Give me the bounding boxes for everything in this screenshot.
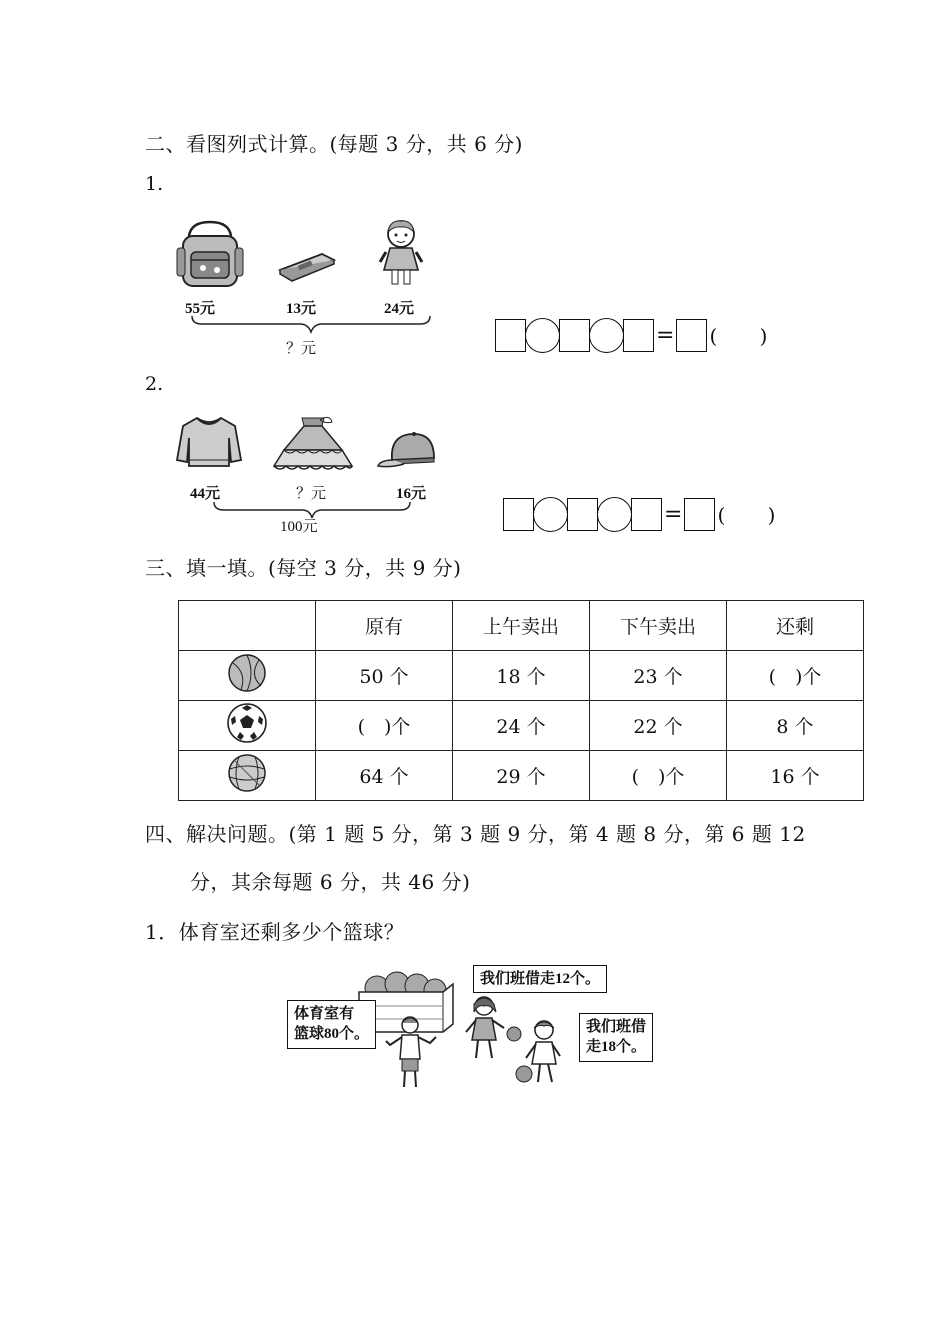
equals-sign: =	[664, 501, 683, 527]
backpack-icon	[175, 218, 245, 290]
table-cell: 64 个	[316, 751, 453, 801]
table-cell: 22 个	[590, 701, 727, 751]
table-cell: 50 个	[316, 651, 453, 701]
table-header-cell: 上午卖出	[453, 601, 590, 651]
table-row	[179, 751, 864, 801]
paren-open: (	[709, 323, 718, 348]
result-box[interactable]	[676, 319, 707, 352]
equation-2	[503, 497, 775, 532]
table-row	[179, 701, 864, 751]
operator-circle[interactable]	[589, 318, 624, 353]
table-cell: 18 个	[453, 651, 590, 701]
unit-blank[interactable]	[709, 324, 767, 348]
boy-figure-icon	[384, 1015, 440, 1091]
bubble-text: 我们班借	[586, 1019, 647, 1035]
bubble-text: 篮球80个。	[294, 1026, 370, 1043]
answer-box[interactable]	[623, 319, 654, 352]
operator-circle[interactable]	[597, 497, 632, 532]
table-blank-cell[interactable]: ( )个	[727, 651, 864, 701]
table-header-cell: 原有	[316, 601, 453, 651]
answer-box[interactable]	[567, 498, 598, 531]
table-blank-cell[interactable]: ( )个	[316, 701, 453, 751]
section-4-heading-continued: 分，其余每题 6 分，共 46 分)	[190, 870, 471, 894]
total-label-2: 100元	[280, 519, 318, 535]
soccer-ball-icon	[226, 702, 268, 744]
table-cell: 29 个	[453, 751, 590, 801]
row-icon-cell	[179, 751, 316, 801]
table-cell: 24 个	[453, 701, 590, 751]
result-box[interactable]	[684, 498, 715, 531]
pencil-case-icon	[276, 250, 336, 282]
paren-open: (	[717, 502, 726, 527]
price-cap: 16元	[396, 486, 427, 502]
question-1-number: 1.	[145, 173, 164, 195]
skirt-icon	[272, 414, 354, 474]
total-brace-1	[190, 314, 432, 334]
speech-bubble-gym	[287, 1000, 376, 1049]
question-2-number: 2.	[145, 373, 164, 395]
sweater-icon	[175, 414, 243, 470]
paren-close: )	[767, 502, 776, 527]
cap-icon	[376, 430, 438, 472]
table-cell: 23 个	[590, 651, 727, 701]
beach-ball-icon	[227, 753, 267, 793]
table-header-cell: 还剩	[727, 601, 864, 651]
paren-close: )	[759, 323, 768, 348]
table-header-cell: 下午卖出	[590, 601, 727, 651]
answer-box[interactable]	[495, 319, 526, 352]
price-doll: 24元	[384, 301, 415, 317]
girl-dribbling-icon	[514, 1018, 572, 1086]
table-header-row	[179, 601, 864, 651]
section-2-heading: 二、看图列式计算。(每题 3 分，共 6 分)	[145, 132, 523, 156]
doll-icon	[378, 218, 424, 288]
section-4-heading: 四、解决问题。(第 1 题 5 分，第 3 题 9 分，第 4 题 8 分，第 6 题 12	[145, 822, 806, 846]
operator-circle[interactable]	[533, 497, 568, 532]
table-blank-cell[interactable]: ( )个	[590, 751, 727, 801]
table-row	[179, 651, 864, 701]
price-pencil-case: 13元	[286, 301, 317, 317]
price-backpack: 55元	[185, 301, 216, 317]
row-icon-cell	[179, 651, 316, 701]
answer-box[interactable]	[503, 498, 534, 531]
bubble-text: 体育室有	[294, 1006, 355, 1022]
table-cell: 8 个	[727, 701, 864, 751]
answer-box[interactable]	[559, 319, 590, 352]
total-label-1: ？元	[286, 341, 317, 357]
equals-sign: =	[656, 322, 675, 348]
answer-box[interactable]	[631, 498, 662, 531]
row-icon-cell	[179, 701, 316, 751]
equation-1	[495, 318, 767, 353]
operator-circle[interactable]	[525, 318, 560, 353]
bubble-text: 走18个。	[586, 1039, 647, 1056]
price-skirt-unknown: ？元	[296, 486, 327, 502]
ball-sales-table	[178, 600, 864, 801]
unit-blank[interactable]	[717, 503, 775, 527]
price-sweater: 44元	[190, 486, 221, 502]
question-4-1-text: 1．体育室还剩多少个篮球？	[145, 920, 405, 944]
speech-bubble-class-b	[579, 1013, 653, 1062]
table-header-cell	[179, 601, 316, 651]
striped-ball-icon	[227, 653, 267, 693]
table-cell: 16 个	[727, 751, 864, 801]
speech-bubble-class-a: 我们班借走12个。	[473, 965, 607, 993]
section-3-heading: 三、填一填。(每空 3 分，共 9 分)	[145, 556, 462, 580]
